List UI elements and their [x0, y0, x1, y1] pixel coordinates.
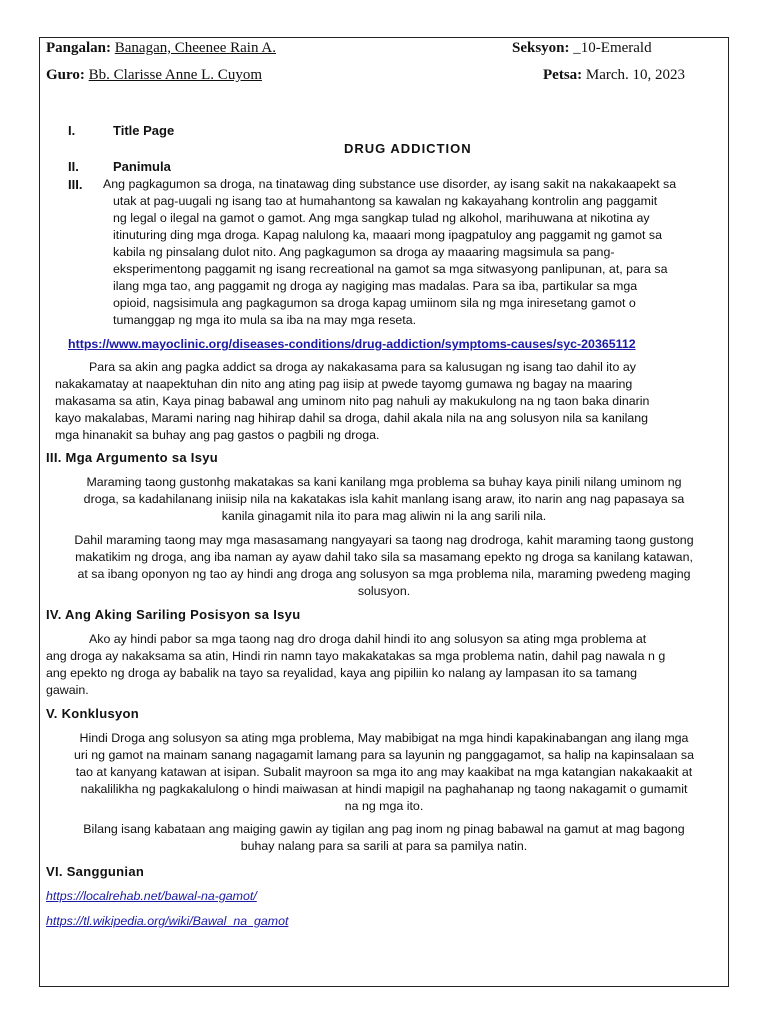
intro-line: itinuturing ding mga droga. Kapag nalulong ka, maaari mong ipagpatuloy ang paggamit ng gamot sa	[113, 228, 662, 242]
date-field	[543, 67, 685, 84]
document-title: DRUG ADDICTION	[344, 141, 472, 156]
reference-link-wikipedia[interactable]	[46, 912, 288, 930]
outline-title-page: Title Page	[113, 123, 175, 138]
teacher-label: Guro:	[46, 67, 85, 83]
section-label: Seksyon:	[512, 40, 570, 56]
conclusion-line: uri ng gamot na mainam sanang nagagamit lamang para sa layunin ng panggagamot, sa halip na kapinsalaan sa	[74, 748, 694, 762]
section-value: _10-Emerald	[573, 40, 652, 56]
intro-line: Ang pagkagumon sa droga, na tinatawag ding substance use disorder, ay isang sakit na nakakaapekt sa	[103, 177, 677, 191]
outline-panimula: Panimula	[113, 159, 171, 174]
opinion-line: makasama sa atin, Kaya pinag babawal ang uminom nito pag nahuli ay makukulong na ng taon baka dinarin	[55, 394, 650, 408]
mayoclinic-link-text[interactable]: https://www.mayoclinic.org/diseases-conditions/drug-addiction/symptoms-causes/syc-20365112	[68, 337, 636, 351]
outline-num-i: I.	[68, 123, 76, 138]
date-label: Petsa:	[543, 67, 583, 83]
intro-line: tumanggap ng mga ito mula sa iba na may mga reseta.	[113, 313, 417, 327]
position-line: Ako ay hindi pabor sa mga taong nag dro droga dahil hindi ito ang solusyon sa ating mga problema at	[89, 632, 647, 646]
intro-paragraph	[103, 176, 723, 193]
arguments-line: at sa ibang oponyon ng tao ay hindi ang droga ang solusyon sa mga problema nila, maraming pwedeng maging	[77, 567, 691, 581]
arguments-line: solusyon.	[357, 584, 411, 598]
outline-num-ii: II.	[68, 159, 79, 174]
arguments-paragraph-1	[44, 474, 724, 525]
conclusion-line: nakalilikha ng pagkakalulong o hindi maiwasan at hindi mapigil na paghahanap ng taong nakagamit o gumamit	[80, 782, 688, 796]
opinion-paragraph	[55, 359, 725, 444]
arguments-line: kanila ginagamit nila ito para mag aliwin ni la ang sarili nila.	[221, 509, 547, 523]
conclusion-line: buhay nalang para sa sarili at para sa pamilya natin.	[240, 839, 528, 853]
conclusion-line: tao at kanyang katawan at isipan. Subalit mayroon sa mga ito ang may kaakibat na mga katangian nakakaakit at	[75, 765, 693, 779]
position-line: gawain.	[46, 683, 89, 697]
conclusion-line: na ng mga ito.	[344, 799, 424, 813]
intro-line: eksperimentong paggamit ng isang recreational na gamot sa mga sitwasyong panlipunan, at, para sa	[113, 262, 668, 276]
outline-num-iii: III.	[68, 177, 83, 192]
arguments-line: Dahil maraming taong may mga masasamang nangyayari sa taong nag drodroga, kahit maraming taong gustong	[74, 533, 694, 547]
reference-link-mayoclinic[interactable]	[68, 335, 636, 353]
arguments-line: makatikim ng droga, ang iba naman ay ayaw dahil tako sila sa masamang epekto ng droga sa kanilang katawan,	[75, 550, 693, 564]
date-value: March. 10, 2023	[585, 67, 686, 83]
intro-line: opioid, nagsisimula ang pagkagumon sa droga kapag umiinom sila ng mga iniresetang gamot o	[113, 296, 636, 310]
intro-line: ilang mga tao, ang paggamit ng droga ay nagiging mas madalas. Para sa iba, partikular sa mga	[113, 279, 638, 293]
arguments-line: Maraming taong gustonhg makatakas sa kani kanilang mga problema sa buhay kaya pinili nilang uminom ng	[86, 475, 682, 489]
position-paragraph	[46, 631, 724, 699]
opinion-line: nakakamatay at naapektuhan din nito ang ating pag iisip at pwede tayomg gumawa ng bagay na maaring	[55, 377, 633, 391]
localrehab-link-text[interactable]: https://localrehab.net/bawal-na-gamot/	[46, 889, 257, 903]
conclusion-line: Hindi Droga ang solusyon sa ating mga problema, May mabibigat na mga hindi kapakinabangan ang ilang mga	[79, 731, 689, 745]
teacher-value: Bb. Clarisse Anne L. Cuyom	[88, 67, 262, 83]
section-field	[512, 40, 652, 57]
section-heading-arguments: III. Mga Argumento sa Isyu	[46, 450, 219, 465]
opinion-line: mga hinanakit sa buhay ang pag gastos o pagbili ng droga.	[55, 428, 380, 442]
conclusion-paragraph-1	[44, 730, 724, 815]
arguments-paragraph-2	[44, 532, 724, 600]
opinion-line: kayo makalabas, Marami naring nag hihirap dahil sa droga, dahil akala nila na ang solusyon nila sa kanilang	[55, 411, 649, 425]
intro-line: kabila ng pinsalang dulot nito. Ang pagkagumon sa droga ay maaaring magsimula sa pang-	[113, 245, 615, 259]
teacher-field	[46, 67, 262, 84]
conclusion-line: Bilang isang kabataan ang maiging gawin ay tigilan ang pag inom ng pinag babawal na gamut at mag bagong	[83, 822, 685, 836]
name-value: Banagan, Cheenee Rain A.	[114, 40, 276, 56]
intro-line: utak at pag-uugali ng isang tao at humahantong sa kawalan ng kakayahang kontrolin ang paggamit	[113, 194, 658, 208]
name-label: Pangalan:	[46, 40, 112, 56]
arguments-line: droga, sa kadahilanang iniisip nila na kakatakas isla kahit manlang isang araw, ito narin ang nag papasaya sa	[83, 492, 685, 506]
position-line: ang epekto ng droga ay babalik na tayo sa reyalidad, kaya ang pipiliin ko nalang ay lampasan ito sa tamang	[46, 666, 638, 680]
intro-line: ng legal o ilegal na gamot o gamot. Ang mga sangkap tulad ng alkohol, marihuwana at nikotina ay	[113, 211, 650, 225]
opinion-line: Para sa akin ang pagka addict sa droga ay nakakasama para sa kalusugan ng isang tao dahil ito ay	[89, 360, 636, 374]
conclusion-paragraph-2	[44, 821, 724, 855]
name-field	[46, 40, 276, 57]
section-heading-references: VI. Sanggunian	[46, 864, 145, 879]
section-heading-position: IV. Ang Aking Sariling Posisyon sa Isyu	[46, 607, 301, 622]
intro-paragraph-cont	[113, 193, 723, 329]
reference-link-localrehab[interactable]	[46, 887, 257, 905]
position-line: ang droga ay nakaksama sa atin, Hindi rin namn tayo makakatakas sa mga problema natin, dahil pag nawala n g	[46, 649, 666, 663]
wikipedia-link-text[interactable]: https://tl.wikipedia.org/wiki/Bawal_na_gamot	[46, 914, 289, 928]
section-heading-conclusion: V. Konklusyon	[46, 706, 139, 721]
